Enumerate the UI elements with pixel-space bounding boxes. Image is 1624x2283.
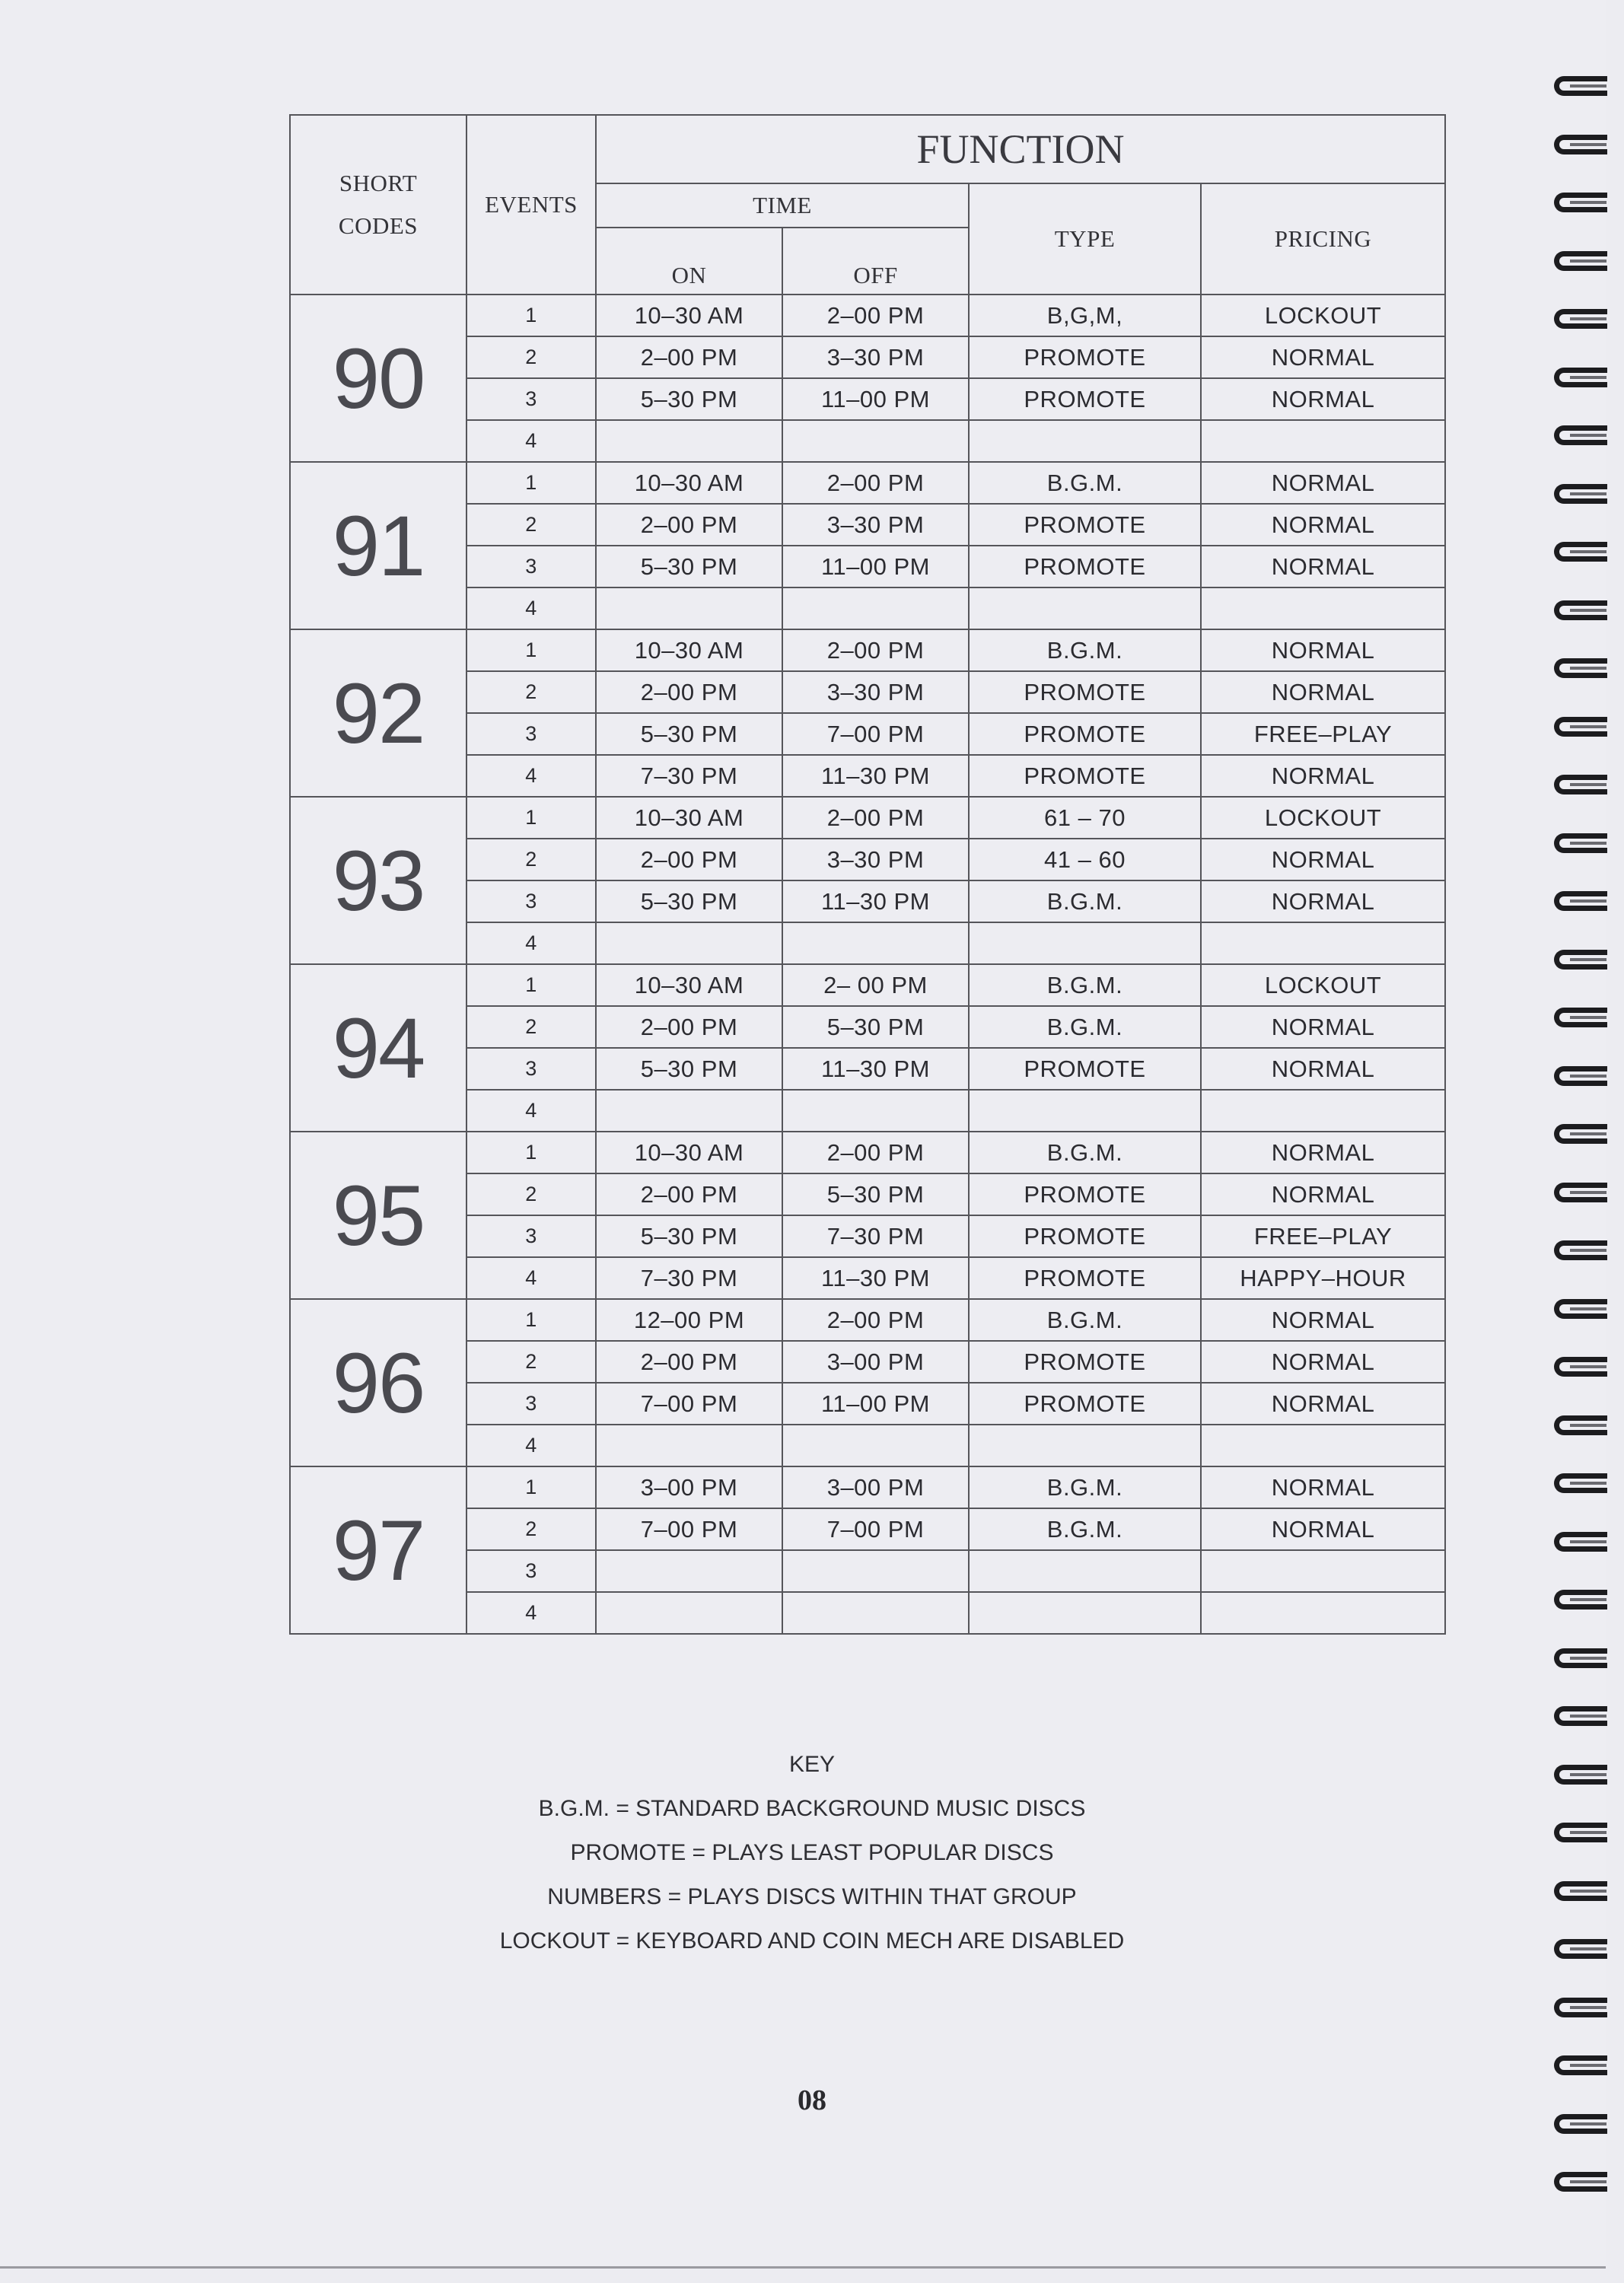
binding-ring [1554,1590,1607,1610]
pricing-cell: NORMAL [1201,1341,1445,1383]
binding-ring [1554,425,1607,445]
on-cell: 7–30 PM [596,755,782,797]
event-number-cell: 3 [467,1215,596,1257]
off-cell: 5–30 PM [782,1006,969,1048]
binding-ring [1554,193,1607,212]
off-cell: 2– 00 PM [782,964,969,1006]
type-cell: 41 – 60 [969,839,1201,880]
binding-ring [1554,1473,1607,1493]
type-cell: B.G.M. [969,880,1201,922]
off-cell: 2–00 PM [782,1132,969,1173]
event-number-cell: 3 [467,880,596,922]
off-cell: 3–30 PM [782,839,969,880]
on-cell: 2–00 PM [596,1006,782,1048]
off-cell: 5–30 PM [782,1173,969,1215]
type-cell: PROMOTE [969,713,1201,755]
event-number-cell: 4 [467,587,596,629]
on-cell: 10–30 AM [596,462,782,504]
short-code-cell: 91 [290,462,467,629]
type-cell: B.G.M. [969,1299,1201,1341]
off-cell: 11–30 PM [782,1048,969,1090]
type-cell: PROMOTE [969,1048,1201,1090]
off-cell [782,922,969,964]
off-cell: 3–30 PM [782,671,969,713]
on-cell [596,1550,782,1592]
binding-ring [1554,484,1607,504]
on-cell: 5–30 PM [596,1048,782,1090]
off-cell: 11–00 PM [782,1383,969,1425]
off-cell [782,1090,969,1132]
binding-ring [1554,1415,1607,1435]
type-cell [969,1425,1201,1466]
on-header: ON [596,228,782,295]
event-number-cell: 2 [467,1341,596,1383]
pricing-cell: NORMAL [1201,629,1445,671]
on-cell: 2–00 PM [596,504,782,546]
binding-ring [1554,76,1607,96]
pricing-cell [1201,1550,1445,1592]
on-cell: 10–30 AM [596,1132,782,1173]
off-cell [782,1550,969,1592]
off-cell [782,420,969,462]
binding-ring [1554,775,1607,794]
binding-ring [1554,1008,1607,1027]
pricing-cell: HAPPY–HOUR [1201,1257,1445,1299]
pricing-cell [1201,1425,1445,1466]
binding-ring [1554,368,1607,387]
event-number-cell: 2 [467,1006,596,1048]
pricing-cell: LOCKOUT [1201,964,1445,1006]
event-number-cell: 4 [467,1090,596,1132]
table-row [290,295,1445,336]
off-cell: 7–00 PM [782,1508,969,1550]
on-cell: 2–00 PM [596,839,782,880]
binding-ring [1554,309,1607,329]
function-header: FUNCTION [596,115,1445,183]
key-line-bgm: B.G.M. = STANDARD BACKGROUND MUSIC DISCS [538,1796,1086,1821]
on-cell: 10–30 AM [596,629,782,671]
off-cell: 11–00 PM [782,546,969,587]
time-header: TIME [596,183,969,228]
key-line-numbers: NUMBERS = PLAYS DISCS WITHIN THAT GROUP [547,1884,1077,1909]
on-cell: 7–30 PM [596,1257,782,1299]
type-cell: 61 – 70 [969,797,1201,839]
on-cell [596,420,782,462]
on-cell: 10–30 AM [596,964,782,1006]
binding-ring [1554,600,1607,620]
event-number-cell: 1 [467,295,596,336]
on-cell: 5–30 PM [596,713,782,755]
type-cell [969,1592,1201,1634]
type-cell: PROMOTE [969,671,1201,713]
off-cell: 11–30 PM [782,1257,969,1299]
on-cell: 10–30 AM [596,797,782,839]
type-cell: PROMOTE [969,1341,1201,1383]
on-cell [596,1592,782,1634]
event-number-cell: 3 [467,546,596,587]
table-row [290,797,1445,839]
type-cell [969,1090,1201,1132]
type-cell: PROMOTE [969,336,1201,378]
off-cell: 3–00 PM [782,1466,969,1508]
type-header: TYPE [969,183,1201,295]
event-number-cell: 2 [467,504,596,546]
type-cell: PROMOTE [969,504,1201,546]
event-number-cell: 3 [467,1550,596,1592]
pricing-cell: NORMAL [1201,1132,1445,1173]
type-cell [969,1550,1201,1592]
binding-ring [1554,1124,1607,1144]
binding-ring [1554,1357,1607,1377]
event-number-cell: 2 [467,1173,596,1215]
key-line-promote: PROMOTE = PLAYS LEAST POPULAR DISCS [570,1840,1054,1865]
type-cell: B.G.M. [969,462,1201,504]
event-number-cell: 3 [467,713,596,755]
binding-ring [1554,1706,1607,1726]
event-number-cell: 2 [467,1508,596,1550]
pricing-cell: NORMAL [1201,336,1445,378]
key-line-lockout: LOCKOUT = KEYBOARD AND COIN MECH ARE DISABLED [499,1928,1125,1953]
event-number-cell: 3 [467,1048,596,1090]
event-number-cell: 1 [467,629,596,671]
pricing-cell [1201,1090,1445,1132]
table-header [290,115,1445,295]
table-row [290,1132,1445,1173]
on-cell: 5–30 PM [596,880,782,922]
event-number-cell: 2 [467,839,596,880]
on-cell [596,587,782,629]
pricing-cell: NORMAL [1201,755,1445,797]
off-cell: 3–00 PM [782,1341,969,1383]
pricing-cell [1201,922,1445,964]
type-cell: PROMOTE [969,378,1201,420]
type-cell: B.G.M. [969,629,1201,671]
event-number-cell: 1 [467,1466,596,1508]
short-codes-header [290,115,467,295]
on-cell: 2–00 PM [596,1173,782,1215]
off-cell: 2–00 PM [782,1299,969,1341]
table-row [290,1466,1445,1508]
pricing-cell: FREE–PLAY [1201,1215,1445,1257]
pricing-cell: NORMAL [1201,462,1445,504]
table-row [290,1299,1445,1341]
off-cell: 2–00 PM [782,629,969,671]
binding-ring [1554,658,1607,678]
type-cell: PROMOTE [969,546,1201,587]
short-code-cell: 90 [290,295,467,462]
short-codes-header-line1: SHORT [339,170,418,196]
events-header: EVENTS [467,115,596,295]
binding-ring [1554,1998,1607,2017]
off-cell: 11–30 PM [782,880,969,922]
pricing-cell: NORMAL [1201,671,1445,713]
binding-ring [1554,833,1607,853]
event-number-cell: 4 [467,922,596,964]
type-cell: PROMOTE [969,1215,1201,1257]
pricing-cell: LOCKOUT [1201,295,1445,336]
event-number-cell: 1 [467,797,596,839]
type-cell [969,420,1201,462]
binding-ring [1554,1183,1607,1202]
on-cell: 5–30 PM [596,1215,782,1257]
event-number-cell: 1 [467,1132,596,1173]
binding-ring [1554,950,1607,970]
type-cell [969,922,1201,964]
pricing-cell: NORMAL [1201,1006,1445,1048]
on-cell: 2–00 PM [596,336,782,378]
off-cell: 3–30 PM [782,336,969,378]
off-cell: 2–00 PM [782,295,969,336]
pricing-cell [1201,1592,1445,1634]
type-cell: B.G.M. [969,1132,1201,1173]
pricing-cell: NORMAL [1201,504,1445,546]
on-cell [596,922,782,964]
type-cell: B.G.M. [969,1006,1201,1048]
off-cell [782,587,969,629]
table-body [290,295,1445,1634]
event-number-cell: 4 [467,1257,596,1299]
binding-ring [1554,1648,1607,1668]
short-code-cell: 97 [290,1466,467,1634]
pricing-cell: NORMAL [1201,378,1445,420]
binding-ring [1554,1532,1607,1552]
pricing-cell: NORMAL [1201,546,1445,587]
short-code-cell: 96 [290,1299,467,1466]
off-cell: 7–30 PM [782,1215,969,1257]
type-cell: PROMOTE [969,755,1201,797]
event-number-cell: 1 [467,462,596,504]
type-cell: B.G.M. [969,1466,1201,1508]
event-number-cell: 3 [467,378,596,420]
on-cell: 5–30 PM [596,378,782,420]
event-number-cell: 1 [467,964,596,1006]
off-cell: 2–00 PM [782,797,969,839]
on-cell: 7–00 PM [596,1383,782,1425]
table-row [290,629,1445,671]
pricing-cell: NORMAL [1201,839,1445,880]
type-cell: PROMOTE [969,1173,1201,1215]
pricing-cell: LOCKOUT [1201,797,1445,839]
on-cell: 12–00 PM [596,1299,782,1341]
page-number: 08 [798,2084,826,2116]
event-number-cell: 2 [467,671,596,713]
short-code-cell: 93 [290,797,467,964]
pricing-cell: NORMAL [1201,1383,1445,1425]
pricing-cell: NORMAL [1201,1508,1445,1550]
type-cell: PROMOTE [969,1383,1201,1425]
on-cell: 2–00 PM [596,1341,782,1383]
off-cell: 7–00 PM [782,713,969,755]
table-row [290,462,1445,504]
pricing-header: PRICING [1201,183,1445,295]
on-cell: 10–30 AM [596,295,782,336]
binding-ring [1554,251,1607,271]
pricing-cell: NORMAL [1201,1299,1445,1341]
binding-ring [1554,542,1607,562]
key-legend [0,1743,1624,1963]
binding-ring [1554,1240,1607,1260]
pricing-cell: NORMAL [1201,1173,1445,1215]
off-cell: 11–30 PM [782,755,969,797]
table-row [290,964,1445,1006]
event-number-cell: 2 [467,336,596,378]
short-codes-table [289,114,1446,1635]
on-cell: 2–00 PM [596,671,782,713]
binding-ring [1554,1066,1607,1086]
short-codes-header-line2: CODES [338,212,419,239]
type-cell: PROMOTE [969,1257,1201,1299]
off-header: OFF [782,228,969,295]
binding-ring [1554,717,1607,737]
type-cell: B,G,M, [969,295,1201,336]
type-cell: B.G.M. [969,1508,1201,1550]
type-cell [969,587,1201,629]
binding-ring [1554,135,1607,154]
event-number-cell: 4 [467,420,596,462]
pricing-cell: NORMAL [1201,1466,1445,1508]
on-cell: 7–00 PM [596,1508,782,1550]
short-code-cell: 95 [290,1132,467,1299]
off-cell: 2–00 PM [782,462,969,504]
event-number-cell: 1 [467,1299,596,1341]
event-number-cell: 3 [467,1383,596,1425]
off-cell: 3–30 PM [782,504,969,546]
short-code-cell: 92 [290,629,467,797]
binding-ring [1554,1299,1607,1319]
binding-ring [1554,891,1607,911]
off-cell [782,1425,969,1466]
on-cell [596,1090,782,1132]
on-cell: 3–00 PM [596,1466,782,1508]
event-number-cell: 4 [467,1425,596,1466]
off-cell: 11–00 PM [782,378,969,420]
on-cell: 5–30 PM [596,546,782,587]
pricing-cell [1201,420,1445,462]
event-number-cell: 4 [467,1592,596,1634]
binding-ring [1554,2172,1607,2192]
event-number-cell: 4 [467,755,596,797]
type-cell: B.G.M. [969,964,1201,1006]
pricing-cell [1201,587,1445,629]
binding-ring [1554,2055,1607,2075]
on-cell [596,1425,782,1466]
short-code-cell: 94 [290,964,467,1132]
pricing-cell: FREE–PLAY [1201,713,1445,755]
key-title: KEY [788,1752,836,1777]
pricing-cell: NORMAL [1201,1048,1445,1090]
pricing-cell: NORMAL [1201,880,1445,922]
off-cell [782,1592,969,1634]
